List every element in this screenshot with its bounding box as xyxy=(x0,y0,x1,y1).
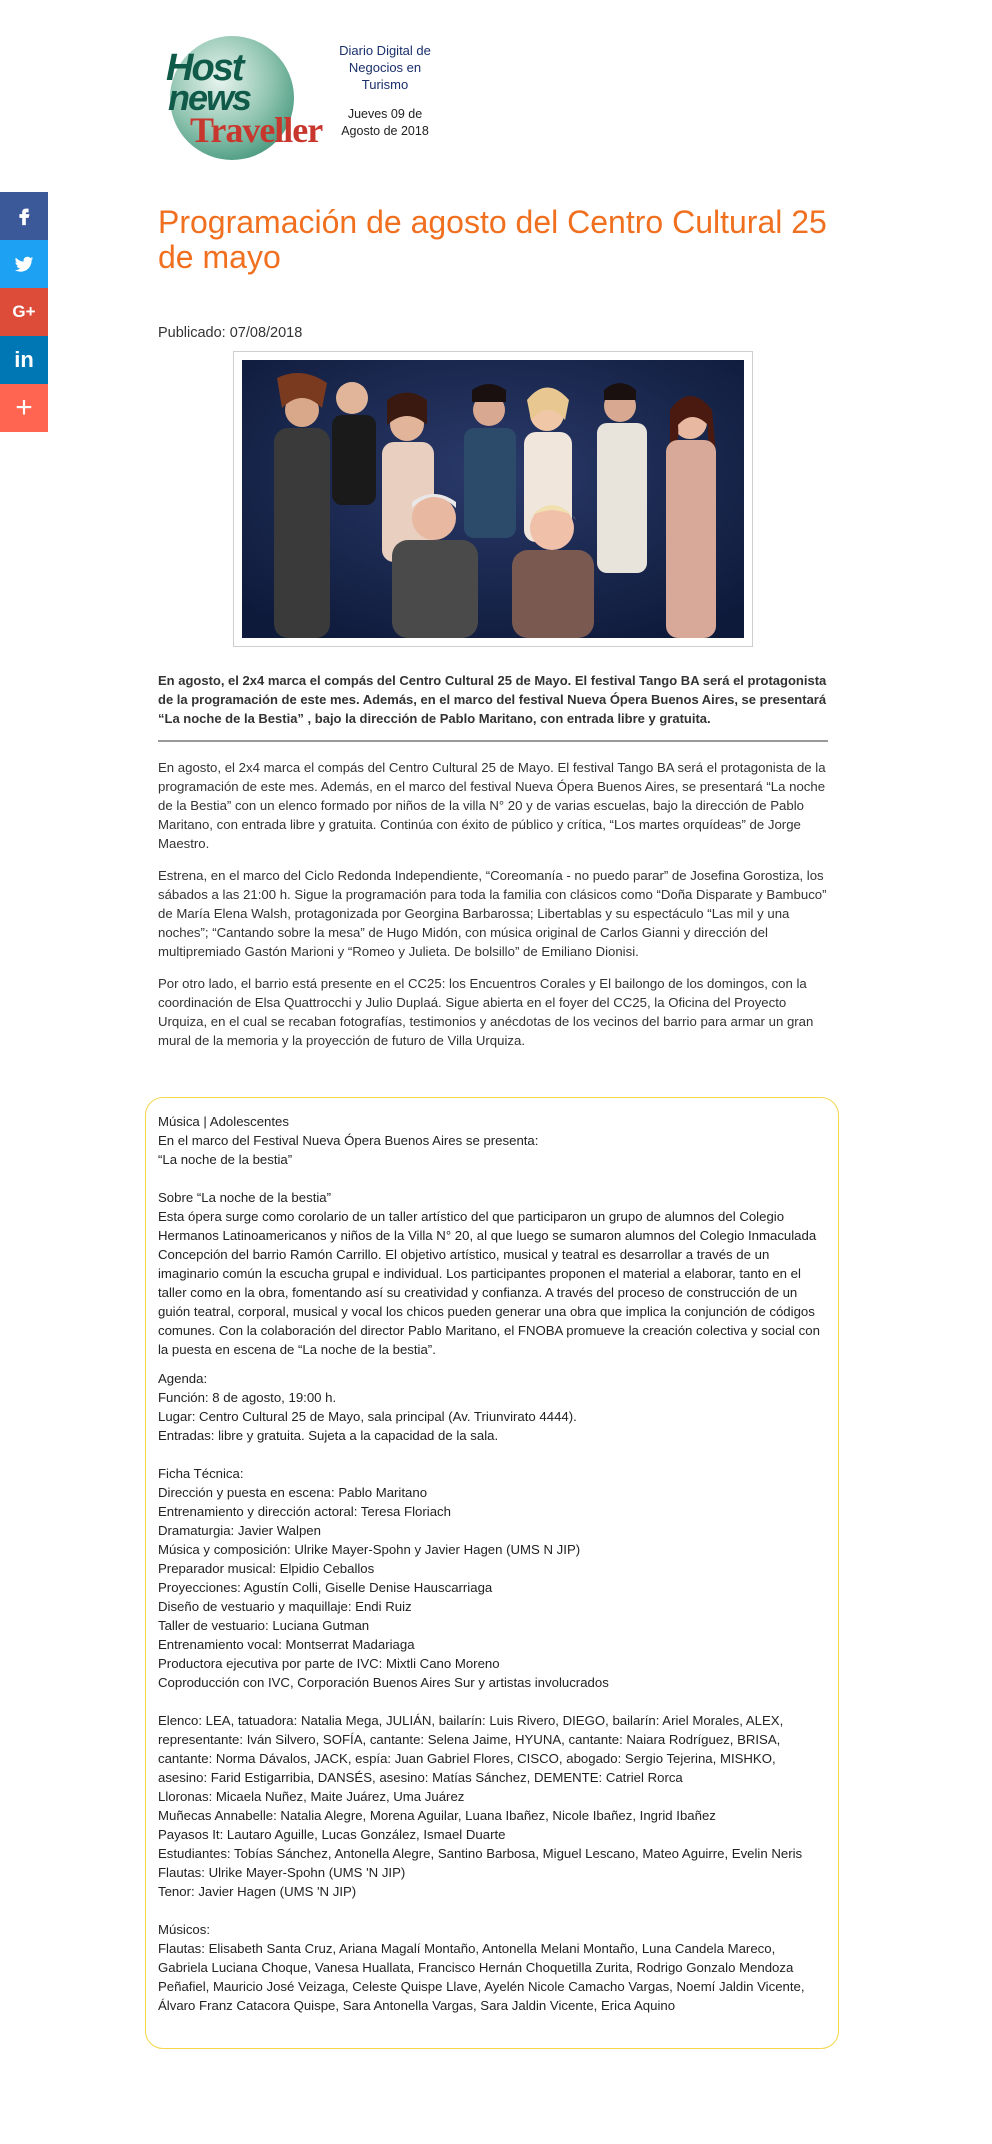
ficha-line: Entrenamiento vocal: Montserrat Madariaga xyxy=(158,1637,415,1652)
linkedin-icon: in xyxy=(14,347,34,372)
site-tagline: Diario Digital de Negocios en Turismo xyxy=(339,43,431,92)
event-musicos xyxy=(158,1920,826,2015)
agenda-line: Agenda: xyxy=(158,1371,208,1386)
ficha-line: Taller de vestuario: Luciana Gutman xyxy=(158,1618,370,1633)
agenda-line: Entradas: libre y gratuita. Sujeta a la capacidad de la sala. xyxy=(158,1428,499,1443)
event-info-box xyxy=(145,1097,839,2049)
googleplus-icon: G+ xyxy=(12,302,36,321)
facebook-share-button[interactable] xyxy=(0,192,48,240)
musicos-title: Músicos: xyxy=(158,1922,211,1937)
elenco-line: Tenor: Javier Hagen (UMS 'N JIP) xyxy=(158,1884,357,1899)
site-header xyxy=(160,30,460,170)
ficha-line: Preparador musical: Elpidio Ceballos xyxy=(158,1561,375,1576)
ficha-line: Coproducción con IVC, Corporación Buenos Aires Sur y artistas involucrados xyxy=(158,1675,609,1690)
header-date: Jueves 09 de Agosto de 2018 xyxy=(341,107,429,138)
twitter-share-button[interactable] xyxy=(0,240,48,288)
googleplus-share-button[interactable] xyxy=(0,288,48,336)
elenco-line: Payasos It: Lautaro Aguille, Lucas González, Ismael Duarte xyxy=(158,1827,506,1842)
cast-photo xyxy=(242,360,744,638)
event-festival: En el marco del Festival Nueva Ópera Buenos Aires se presenta: xyxy=(158,1133,539,1148)
linkedin-share-button[interactable] xyxy=(0,336,48,384)
site-logo[interactable] xyxy=(160,30,330,164)
publish-date: Publicado: 07/08/2018 xyxy=(158,325,303,341)
agenda-line: Función: 8 de agosto, 19:00 h. xyxy=(158,1390,337,1405)
event-intro xyxy=(158,1112,826,1169)
article-paragraph-3: Por otro lado, el barrio está presente en el CC25: los Encuentros Corales y El bailongo de los domingos, con la coordinación de Elsa Quattrocchi y Julio Duplaá. Sigue abierta en el foyer del CC25, la Oficina del Proyecto Urquiza, en el cual se recaban fotografías, testimonios y anécdotas de los vecinos del barrio para armar un gran mural de la memoria y la proyección de futuro de Villa Urquiza. xyxy=(158,976,814,1048)
musicos-text: Flautas: Elisabeth Santa Cruz, Ariana Magalí Montaño, Antonella Melani Montaño, Luna Candela Mareco, Gabriela Luciana Choque, Vanesa Huallata, Francisco Hernán Choquetilla Zurita, Rodrigo Gonzalo Mendoza Peñafiel, Mauricio José Veizaga, Celeste Quispe Llave, Ayelén Nicole Camacho Vargas, Noemí Jaldin Vicente, Álvaro Franz Catacora Quispe, Sara Antonella Vargas, Sara Jaldin Vicente, Erica Aquino xyxy=(158,1941,805,2013)
ficha-line: Dramaturgia: Javier Walpen xyxy=(158,1523,321,1538)
article-paragraph-2: Estrena, en el marco del Ciclo Redonda Independiente, “Coreomanía - no puedo parar” de Josefina Gorostiza, los sábados a las 21:00 h. Sigue la programación para toda la familia con clásicos como “Doña Disparate y Bambuco” de María Elena Walsh, protagonizada por Georgina Barbarossa; Libertablas y su espectáculo “Las mil y una noches”; “Cantando sobre la mesa” de Hugo Midón, con música original de Carlos Gianni y dirección del multipremiado Gastón Marioni y “Romeo y Julieta. De bolsillo” de Emiliano Dionisi. xyxy=(158,868,827,959)
about-title: Sobre “La noche de la bestia” xyxy=(158,1190,332,1205)
article-lead: En agosto, el 2x4 marca el compás del Centro Cultural 25 de Mayo. El festival Tango BA será el protagonista de la programación de este mes. Además, en el marco del festival Nueva Ópera Buenos Aires, se presentará “La noche de la Bestia” , bajo la dirección de Pablo Maritano, con entrada libre y gratuita. xyxy=(158,671,828,742)
ficha-line: Dirección y puesta en escena: Pablo Maritano xyxy=(158,1485,428,1500)
event-about xyxy=(158,1188,826,1359)
social-share-bar xyxy=(0,192,48,432)
ficha-line: Entrenamiento y dirección actoral: Teresa Floriach xyxy=(158,1504,451,1519)
elenco-line: Muñecas Annabelle: Natalia Alegre, Morena Aguilar, Luana Ibañez, Nicole Ibañez, Ingrid Ibañez xyxy=(158,1808,716,1823)
logo-text-traveller: Traveller xyxy=(190,110,323,150)
about-text: Esta ópera surge como corolario de un taller artístico del que participaron un grupo de alumnos del Colegio Hermanos Latinoamericanos y niños de la Villa N° 20, al que luego se sumaron alumnos del Colegio Inmaculada Concepción del barrio Ramón Carrillo. El objetivo artístico, musical y teatral es desarrollar a través de un imaginario común la escucha grupal e individual. Los participantes proponen el material a elaborar, tanto en el taller como en la obra, fomentando así su creatividad y confianza. A través del proceso de construcción de un guión teatral, corporal, musical y vocal los chicos pueden generar una obra que implica la conjunción de códigos comunes. Con la colaboración del director Pablo Maritano, el FNOBA promueve la creación colectiva y social con la puesta en escena de “La noche de la bestia”. xyxy=(158,1209,820,1357)
ficha-line: Productora ejecutiva por parte de IVC: Mixtli Cano Moreno xyxy=(158,1656,500,1671)
elenco-line: Elenco: LEA, tatuadora: Natalia Mega, JULIÁN, bailarín: Luis Rivero, DIEGO, bailarín: Ariel Morales, ALEX, representante: Iván Silvero, SOFÍA, cantante: Selena Jaime, HYUNA, cantante: Naiara Rodríguez, BRISA, cantante: Norma Dávalos, JACK, espía: Juan Gabriel Flores, CISCO, abogado: Sergio Tejerina, MISHKO, asesino: Farid Estigarribia, DANSÉS, asesino: Matías Sánchez, DEMENTE: Catriel Rorca xyxy=(158,1713,784,1785)
logo-text-host: Host xyxy=(166,47,243,89)
event-ficha xyxy=(158,1464,826,1692)
event-title: “La noche de la bestia” xyxy=(158,1152,293,1167)
elenco-line: Lloronas: Micaela Nuñez, Maite Juárez, Uma Juárez xyxy=(158,1789,465,1804)
article xyxy=(158,205,828,1050)
ficha-line: Música y composición: Ulrike Mayer-Spohn y Javier Hagen (UMS N JIP) xyxy=(158,1542,581,1557)
event-category: Música | Adolescentes xyxy=(158,1114,289,1129)
twitter-icon xyxy=(13,253,35,275)
ficha-line: Ficha Técnica: xyxy=(158,1466,244,1481)
ficha-line: Proyecciones: Agustín Colli, Giselle Denise Hauscarriaga xyxy=(158,1580,493,1595)
article-paragraph-1: En agosto, el 2x4 marca el compás del Centro Cultural 25 de Mayo. El festival Tango BA será el protagonista de la programación de este mes. Además, en el marco del festival Nueva Ópera Buenos Aires, se presentará “La noche de la Bestia” con un elenco formado por niños de la villa N° 20 y de varias escuelas, bajo la dirección de Pablo Maritano, con entrada libre y gratuita. Continúa con éxito de público y crítica, “Los martes orquídeas” de Jorge Maestro. xyxy=(158,760,826,851)
event-elenco xyxy=(158,1711,826,1901)
more-share-button[interactable] xyxy=(0,384,48,432)
elenco-line: Estudiantes: Tobías Sánchez, Antonella Alegre, Santino Barbosa, Miguel Lescano, Mateo Aguirre, Evelin Neris xyxy=(158,1846,803,1861)
event-agenda xyxy=(158,1369,826,1445)
article-title: Programación de agosto del Centro Cultural 25 de mayo xyxy=(158,204,827,275)
agenda-line: Lugar: Centro Cultural 25 de Mayo, sala principal (Av. Triunvirato 4444). xyxy=(158,1409,577,1424)
article-photo-frame xyxy=(233,351,753,647)
elenco-line: Flautas: Ulrike Mayer-Spohn (UMS 'N JIP) xyxy=(158,1865,406,1880)
ficha-line: Diseño de vestuario y maquillaje: Endi Ruiz xyxy=(158,1599,412,1614)
logo-text-news: news xyxy=(168,77,251,118)
facebook-icon xyxy=(13,205,35,227)
plus-icon: + xyxy=(15,391,33,424)
